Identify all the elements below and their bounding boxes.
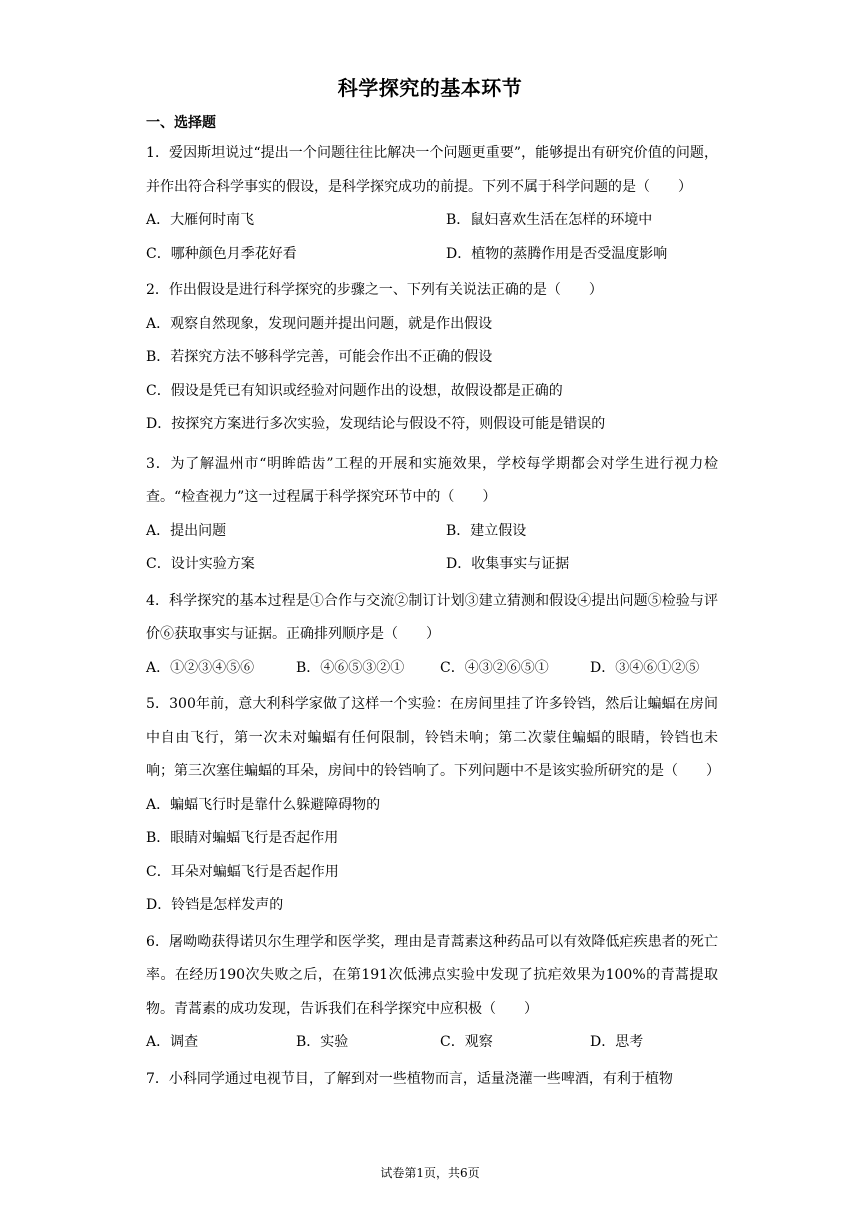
option-c: C．设计实验方案 (146, 556, 255, 572)
question-text: 2．作出假设是进行科学探究的步骤之一、下列有关说法正确的是（ ） (146, 282, 603, 298)
option-d: D．植物的蒸腾作用是否受温度影响 (446, 245, 668, 262)
option-d: D．③④⑥①②⑤ (590, 659, 700, 676)
question-text: 5．300年前，意大利科学家做了这样一个实验：在房间里挂了许多铃铛，然后让蝙蝠在房间中自由飞行，第一次未对蝙蝠有任何限制，铃铛未响；第二次蒙住蝙蝠的眼睛，铃铛也未响；第三次塞住蝙蝠的耳朵，房间中的铃铛响了。下列问题中不是该实验所研究的是（ ） (146, 696, 720, 779)
question-text: 7．小科同学通过电视节目，了解到对一些植物而言，适量浇灌一些啤酒，有利于植物 (146, 1070, 673, 1087)
option-c: C．耳朵对蝙蝠飞行是否起作用 (146, 863, 339, 880)
question-4 (146, 585, 718, 686)
option-b: B．④⑥⑤③②① (296, 659, 405, 676)
options (146, 652, 718, 686)
question-text: 3．为了解温州市“明眸皓齿”工程的开展和实施效果，学校每学期都会对学生进行视力检查。“检查视力”这一过程属于科学探究环节中的（ ） (146, 455, 718, 505)
options (146, 1026, 718, 1060)
options (146, 515, 718, 582)
option-b: B．实验 (296, 1034, 349, 1050)
question-3 (146, 448, 718, 582)
option-c: C．观察 (440, 1034, 493, 1050)
option-a: A．①②③④⑤⑥ (146, 659, 255, 676)
question-list (146, 112, 718, 1096)
option-d: D．铃铛是怎样发声的 (146, 897, 284, 913)
option-a: A．调查 (146, 1034, 199, 1050)
question-text: 4．科学探究的基本过程是①合作与交流②制订计划③建立猜测和假设④提出问题⑤检验与评价⑥获取事实与证据。正确排列顺序是（ ） (146, 592, 718, 642)
question-2 (146, 274, 718, 442)
option-a: A．提出问题 (146, 522, 227, 539)
option-d: D．思考 (590, 1034, 644, 1050)
option-d: D．按探究方案进行多次实验，发现结论与假设不符，则假设可能是错误的 (146, 416, 606, 432)
option-b: B．若探究方法不够科学完善，可能会作出不正确的假设 (146, 349, 493, 365)
option-b: B．建立假设 (446, 522, 527, 539)
section-heading: 一、选择题 (146, 115, 216, 131)
options (146, 204, 718, 271)
option-b: B．眼睛对蝙蝠飞行是否起作用 (146, 830, 339, 846)
question-text: 1．爱因斯坦说过“提出一个问题往往比解决一个问题更重要”，能够提出有研究价值的问题，并作出符合科学事实的假设，是科学探究成功的前提。下列不属于科学问题的是（ ） (146, 145, 718, 195)
question-1 (146, 137, 718, 271)
option-a: A．蝙蝠飞行时是靠什么躲避障碍物的 (146, 796, 381, 813)
option-b: B．鼠妇喜欢生活在怎样的环境中 (446, 212, 653, 228)
option-c: C．假设是凭已有知识或经验对问题作出的设想，故假设都是正确的 (146, 382, 563, 399)
page-footer: 试卷第1页，共6页 (380, 1166, 480, 1180)
question-5 (146, 688, 718, 923)
option-d: D．收集事实与证据 (446, 556, 570, 572)
question-6 (146, 926, 718, 1060)
option-a: A．大雁何时南飞 (146, 212, 255, 228)
option-c: C．哪种颜色月季花好看 (146, 245, 297, 262)
question-text: 6．屠呦呦获得诺贝尔生理学和医学奖，理由是青蒿素这种药品可以有效降低疟疾患者的死亡率。在经历190次失败之后，在第191次低沸点实验中发现了抗疟效果为100%的青蒿提取物。青蒿素的成功发现，告诉我们在科学探究中应积极（ ） (146, 933, 718, 1017)
page-title: 科学探究的基本环节 (337, 76, 523, 100)
option-a: A．观察自然现象，发现问题并提出问题，就是作出假设 (146, 315, 493, 332)
question-7 (146, 1063, 718, 1097)
option-c: C．④③②⑥⑤① (440, 659, 549, 676)
